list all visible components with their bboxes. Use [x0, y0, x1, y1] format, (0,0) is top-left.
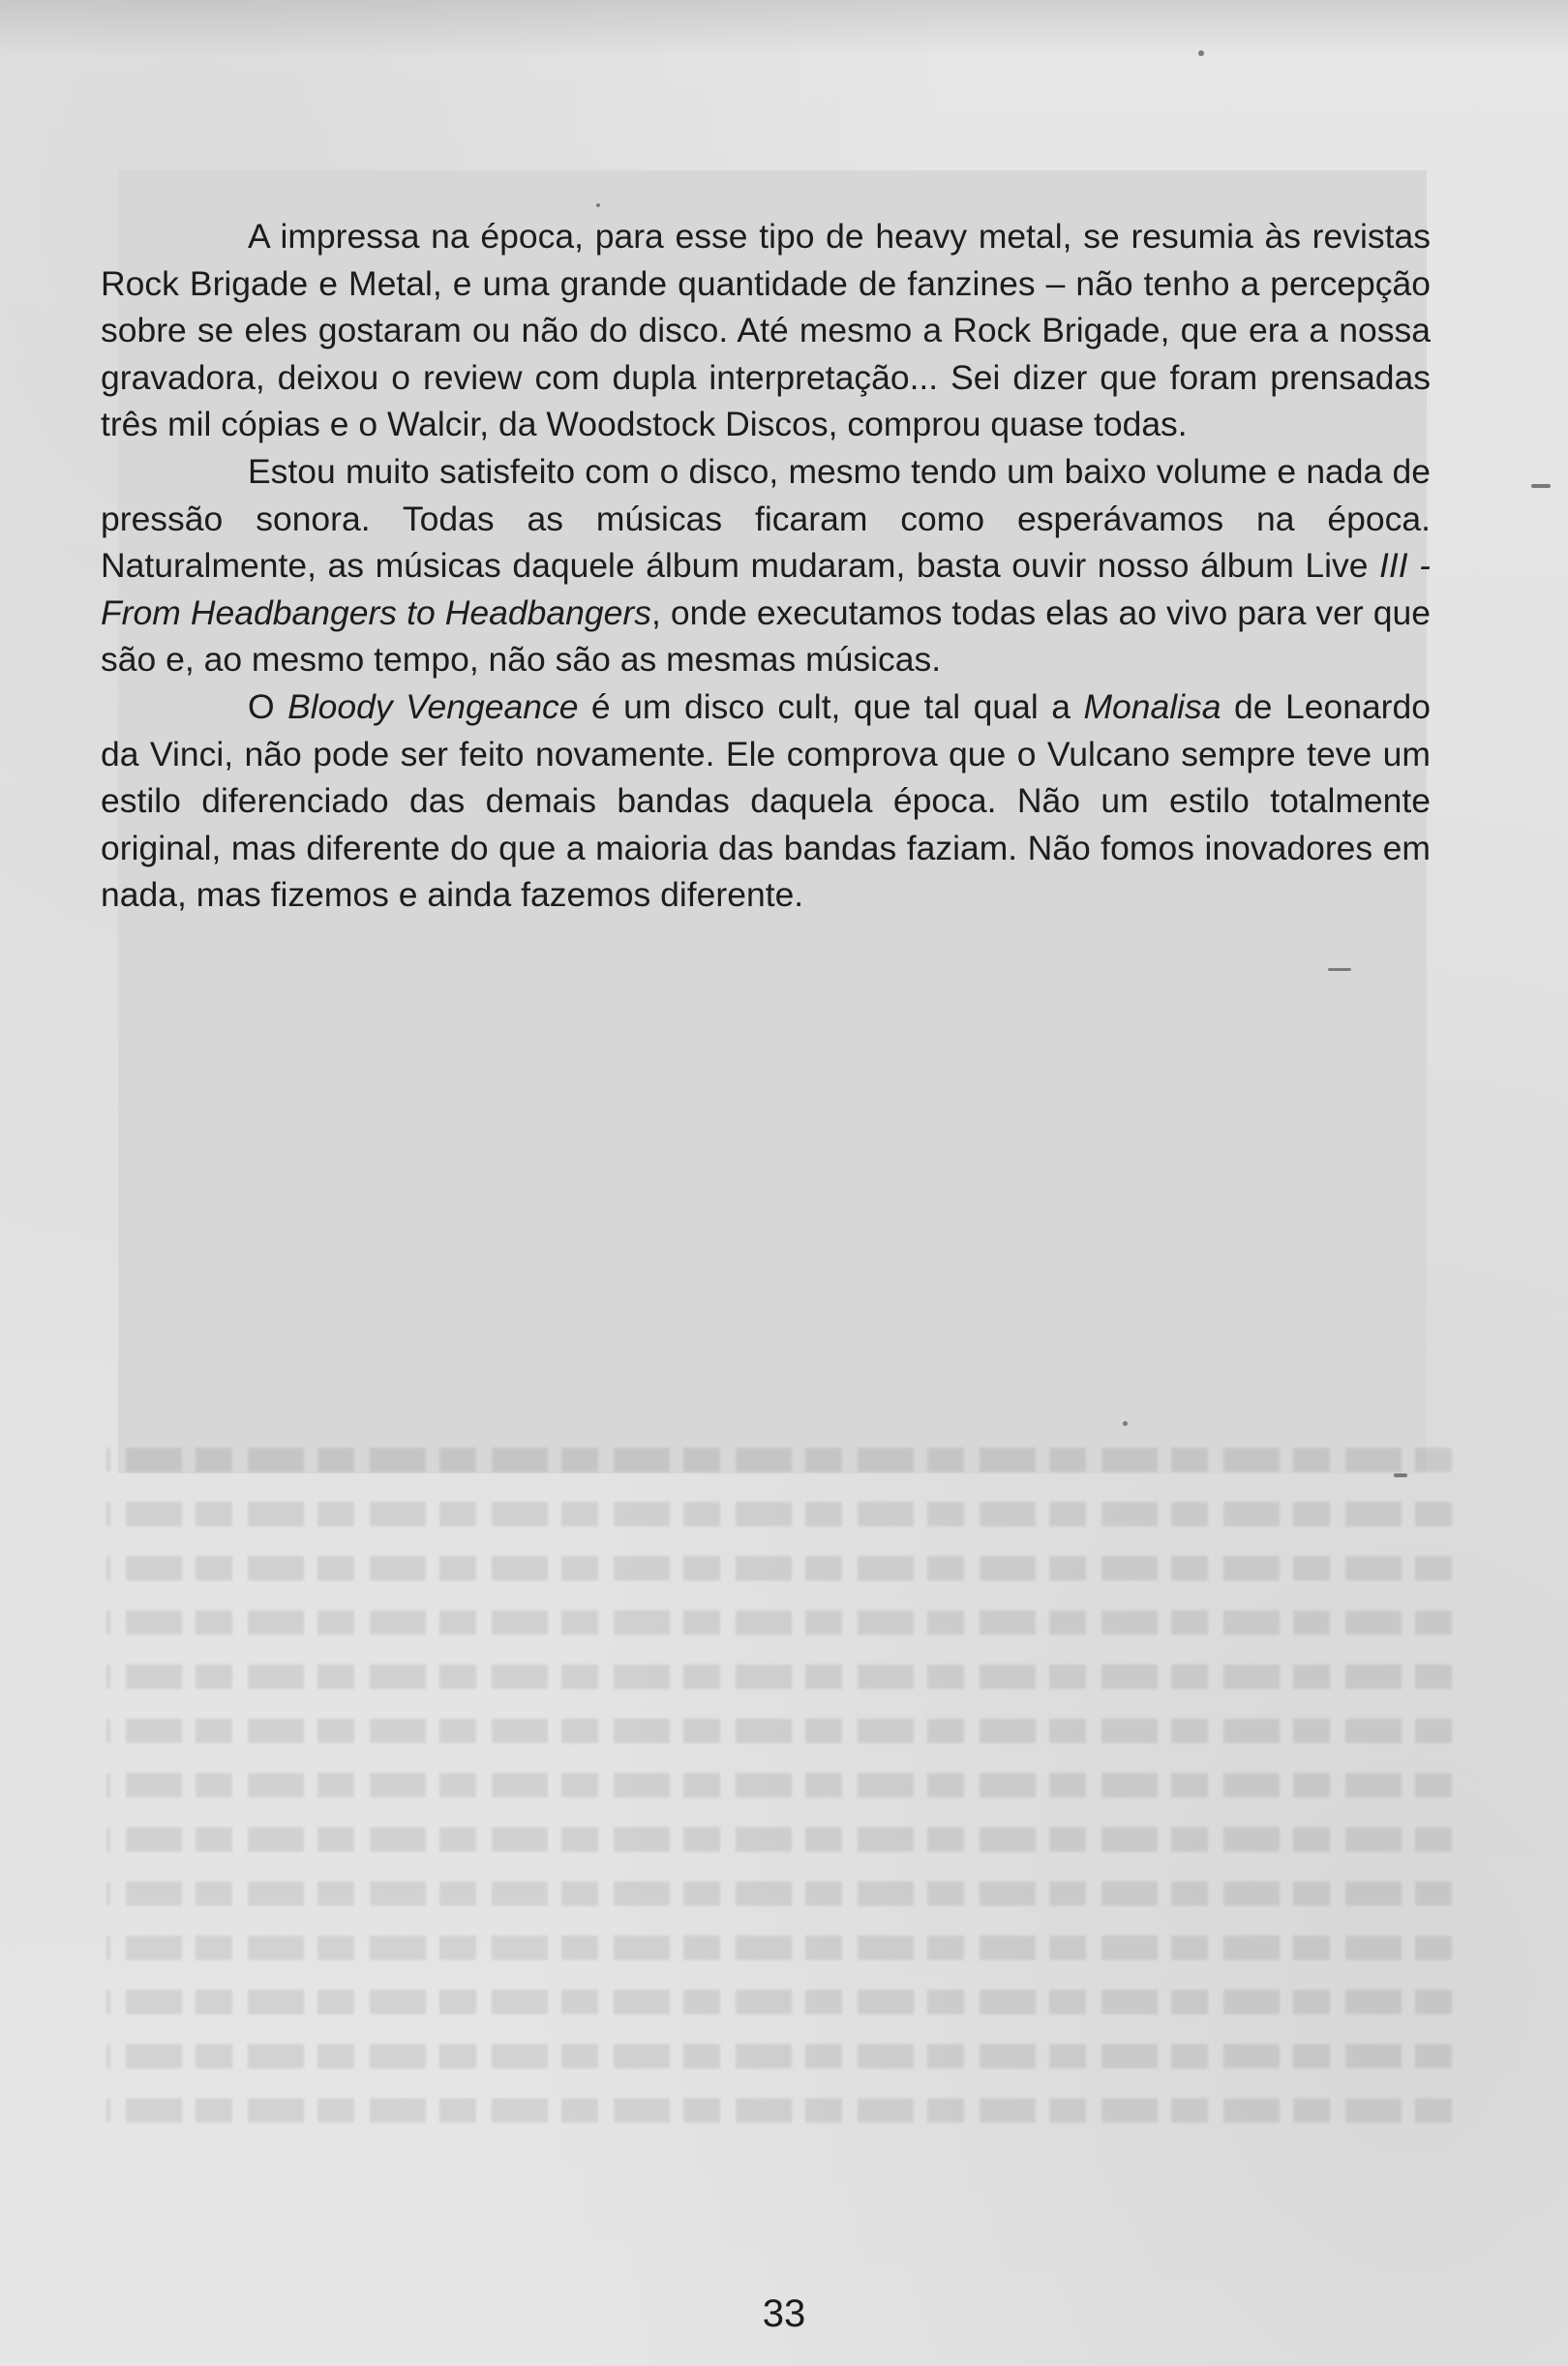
- scan-speck: [1394, 1473, 1407, 1477]
- scan-edge-shadow: [0, 0, 1568, 58]
- bleed-line: [106, 1447, 1452, 1471]
- bleed-line: [106, 1502, 1452, 1526]
- bleed-line: [106, 1935, 1452, 1959]
- paragraph: [101, 683, 1431, 919]
- bleed-line: [106, 1664, 1452, 1688]
- text-run: de Leonardo da Vinci, não pode ser feito novamente. Ele comprova que o Vulcano sempre teve um estilo diferenciado das demais bandas daquela época. Não um estilo totalmente original, mas diferente do que a maioria das bandas faziam. Não fomos inovadores em nada, mas fizemos e ainda fazemos diferente.: [101, 686, 1431, 915]
- scan-speck: [1531, 484, 1551, 488]
- body-text: [101, 213, 1431, 919]
- bleed-line: [106, 1556, 1452, 1580]
- album-title: III - From Headbangers to Headbangers: [101, 546, 1431, 632]
- bleed-line: [106, 1881, 1452, 1905]
- paragraph: [101, 213, 1431, 448]
- paragraph: [101, 448, 1431, 683]
- bleed-line: [106, 1773, 1452, 1797]
- bleed-line: [106, 1610, 1452, 1634]
- page-number: 33: [762, 2292, 806, 2335]
- album-title: Bloody Vengeance: [287, 686, 579, 726]
- scan-speck: [1198, 50, 1204, 56]
- bleed-line: [106, 2098, 1452, 2122]
- bleed-line: [106, 1718, 1452, 1743]
- text-run: A impressa na época, para esse tipo de heavy metal, se resumia às revistas Rock Brigade e Metal, e uma grande quantidade de fanzines – não tenho a percepção sobre se eles gostaram ou não do disco. Até mesmo a Rock Brigade, que era a nossa gravadora, deixou o review com dupla interpretação... Sei dizer que foram prensadas três mil cópias e o Walcir, da Woodstock Discos, comprou quase todas.: [101, 217, 1431, 444]
- text-run: O: [248, 686, 288, 726]
- bleed-line: [106, 1827, 1452, 1851]
- text-run: Estou muito satisfeito com o disco, mesmo tendo um baixo volume e nada de pressão sonora. Todas as músicas ficaram como esperávamos na época. Naturalmente, as músicas daquele álbum mudaram, basta ouvir nosso álbum Live: [101, 451, 1431, 586]
- text-run: , onde executamos todas elas ao vivo para ver que são e, ao mesmo tempo, não são as mesmas músicas.: [101, 592, 1431, 680]
- bleed-line: [106, 2044, 1452, 2068]
- scan-speck: [1123, 1421, 1128, 1426]
- bleed-line: [106, 1989, 1452, 2014]
- text-run: é um disco cult, que tal qual a: [578, 686, 1084, 726]
- scan-speck: [1328, 968, 1351, 971]
- show-through-bleed: [106, 1433, 1452, 2188]
- scan-speck: [596, 203, 600, 207]
- artwork-title: Monalisa: [1083, 686, 1221, 726]
